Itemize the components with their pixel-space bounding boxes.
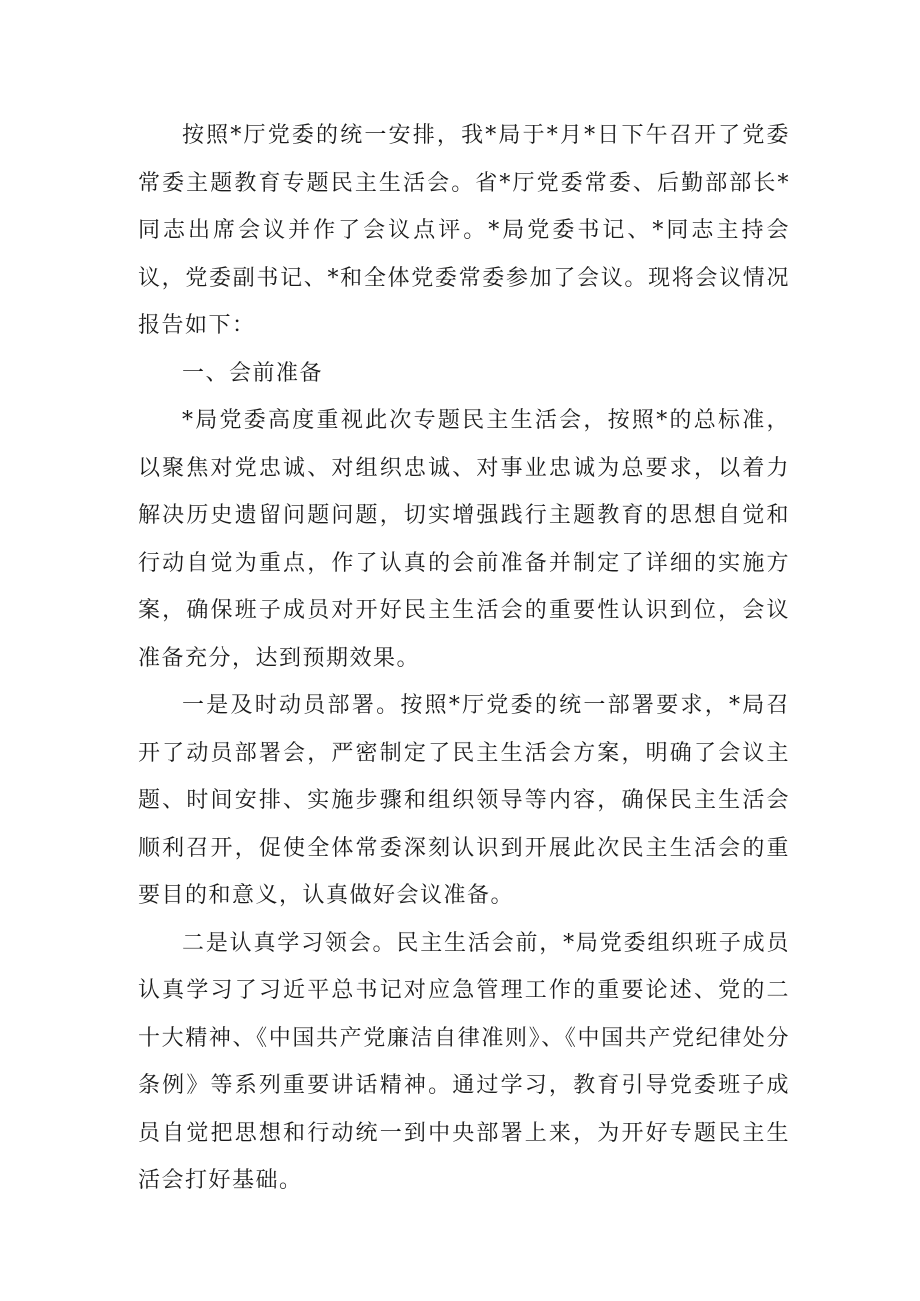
point-1-paragraph: 一是及时动员部署。按照*厅党委的统一部署要求，*局召开了动员部署会，严密制定了民主生活会方案，明确了会议主题、时间安排、实施步骤和组织领导等内容，确保民主生活会顺利召开，促使全体常委深刻认识到开展此次民主生活会的重要目的和意义，认真做好会议准备。 (138, 693, 790, 908)
point-2-paragraph: 二是认真学习领会。民主生活会前，*局党委组织班子成员认真学习了习近平总书记对应急管理工作的重要论述、党的二十大精神、《中国共产党廉洁自律准则》、《中国共产党纪律处分条例》等系列重要讲话精神。通过学习，教育引导党委班子成员自觉把思想和行动统一到中央部署上来，为开好专题民主生活会打好基础。 (138, 930, 790, 1193)
intro-paragraph: 按照*厅党委的统一安排，我*局于*月*日下午召开了党委常委主题教育专题民主生活会。省*厅党委常委、后勤部部长*同志出席会议并作了会议点评。*局党委书记、*同志主持会议，党委副书记、*和全体党委常委参加了会议。现将会议情况报告如下： (138, 123, 790, 338)
preparation-paragraph: *局党委高度重视此次专题民主生活会，按照*的总标准，以聚焦对党忠诚、对组织忠诚、对事业忠诚为总要求，以着力解决历史遗留问题问题，切实增强践行主题教育的思想自觉和行动自觉为重点，作了认真的会前准备并制定了详细的实施方案，确保班子成员对开好民主生活会的重要性认识到位，会议准备充分，达到预期效果。 (138, 408, 790, 671)
document-body (138, 112, 790, 1205)
section-heading-preparation: 一、会前准备 (182, 360, 324, 386)
